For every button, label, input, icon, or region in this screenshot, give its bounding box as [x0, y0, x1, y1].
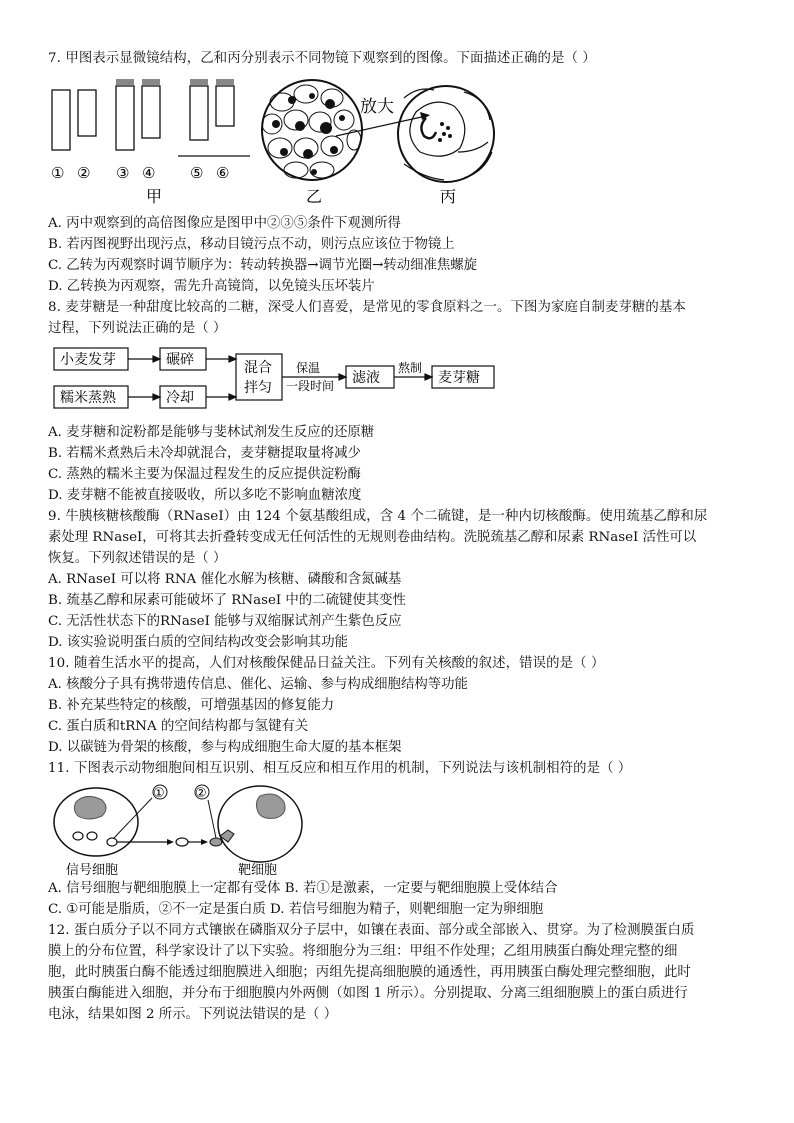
- flow-label-mix-2: 拌匀: [244, 380, 272, 396]
- q8-option-d: D. 麦芽糖不能被直接吸收，所以多吃不影响血糖浓度: [48, 488, 362, 503]
- q12-line-1: 12. 蛋白质分子以不同方式镶嵌在磷脂双分子层中，如镶在表面、部分或全部嵌入、贯穿。为了检测膜蛋白质: [48, 923, 695, 938]
- label-bing: 丙: [440, 187, 457, 206]
- q11-options-ab: A. 信号细胞与靶细胞膜上一定都有受体 B. 若①是激素，一定要与靶细胞膜上受体结合: [48, 881, 558, 896]
- q11-stem: 11. 下图表示动物细胞间相互识别、相互反应和相互作用的机制，下列说法与该机制相符的是（ ）: [48, 761, 632, 776]
- q9-stem-line1: 9. 牛胰核糖核酸酶（RNaseI）由 124 个氨基酸组成，含 4 个二硫键，是一种内切核酸酶。使用巯基乙醇和尿: [48, 509, 708, 524]
- q10-stem: 10. 随着生活水平的提高，人们对核酸保健品日益关注。下列有关核酸的叙述，错误的是（ ）: [48, 656, 605, 671]
- label-n4: ④: [142, 164, 156, 182]
- q12-line-4: 胰蛋白酶能进入细胞，并分布于细胞膜内外两侧（如图 1 所示）。分别提取、分离三组细胞膜上的蛋白质进行: [48, 986, 688, 1001]
- objective-6: [216, 80, 234, 126]
- target-cell-nucleus: [256, 794, 285, 818]
- label-n5: ⑤: [190, 164, 204, 182]
- signal-cell-nucleus: [74, 796, 106, 819]
- q10-option-a: A. 核酸分子具有携带遗传信息、催化、运输、参与构成细胞结构等功能: [48, 677, 468, 692]
- q9-stem-line3: 恢复。下列叙述错误的是（ ）: [48, 551, 227, 566]
- q7-option-a: A. 丙中观察到的高倍图像应是图甲中②③⑤条件下观测所得: [48, 216, 401, 231]
- flow-label-boil: 熬制: [398, 361, 423, 375]
- flow-label-mix-1: 混合: [244, 360, 272, 376]
- q12-line-2: 膜上的分布位置，科学家设计了以下实验。将细胞分为三组：甲组不作处理；乙组用胰蛋白酶处理完整的细: [48, 944, 678, 959]
- q7-figure: [44, 72, 514, 212]
- label-n6: ⑥: [216, 164, 230, 182]
- q10-option-c: C. 蛋白质和tRNA 的空间结构都与氢键有关: [48, 719, 309, 734]
- flow-label-grind: 碾碎: [166, 352, 194, 368]
- label-fangda: 放大: [360, 97, 394, 117]
- q11-options-cd: C. ①可能是脂质，②不一定是蛋白质 D. 若信号细胞为精子，则靶细胞一定为卵细胞: [48, 902, 544, 917]
- objective-4: [142, 80, 160, 138]
- q7-option-c: C. 乙转为丙观察时调节顺序为：转动转换器→调节光圈→转动细准焦螺旋: [48, 258, 478, 273]
- q7-option-d: D. 乙转换为丙观察，需先升高镜筒，以免镜头压坏装片: [48, 279, 375, 294]
- q8-option-a: A. 麦芽糖和淀粉都是能够与斐林试剂发生反应的还原糖: [48, 425, 375, 440]
- view-bing: [398, 86, 494, 182]
- q12-line-3: 胞，此时胰蛋白酶不能透过细胞膜进入细胞；丙组先提高细胞膜的通透性，再用胰蛋白酶处理完整细胞，此时: [48, 965, 691, 980]
- eyepiece-1: [52, 90, 70, 150]
- objective-5: [190, 80, 208, 140]
- label-yi: 乙: [306, 187, 323, 206]
- flow-label-keepwarm: 保温: [296, 361, 321, 375]
- label-n2: ②: [77, 164, 91, 182]
- flow-label-filtrate: 滤液: [352, 370, 380, 386]
- flow-label-rice: 糯米蒸熟: [60, 390, 116, 406]
- label-jia: 甲: [146, 187, 163, 206]
- flow-label-time: 一段时间: [286, 379, 335, 393]
- label-c1: ①: [153, 786, 165, 801]
- view-yi: [262, 80, 362, 180]
- q8-stem-line1: 8. 麦芽糖是一种甜度比较高的二糖，深受人们喜爱，是常见的零食原料之一。下图为家庭自制麦芽糖的基本: [48, 300, 686, 315]
- q8-option-b: B. 若糯米煮熟后未冷却就混合，麦芽糖提取量将减少: [48, 446, 361, 461]
- flow-label-cool: 冷却: [166, 390, 194, 406]
- q8-flowchart: [52, 344, 512, 414]
- q9-option-a: A. RNaseI 可以将 RNA 催化水解为核糖、磷酸和含氮碱基: [48, 572, 402, 587]
- q8-stem-line2: 过程，下列说法正确的是（ ）: [48, 321, 227, 336]
- flow-label-maltose: 麦芽糖: [438, 370, 480, 386]
- label-signal-cell: 信号细胞: [66, 863, 119, 878]
- q9-option-c: C. 无活性状态下的RNaseI 能够与双缩脲试剂产生紫色反应: [48, 614, 402, 629]
- eyepiece-2: [78, 90, 96, 136]
- objective-3: [116, 80, 134, 150]
- q11-figure: [48, 780, 308, 880]
- label-c2: ②: [195, 786, 207, 801]
- q8-option-c: C. 蒸熟的糯米主要为保温过程发生的反应提供淀粉酶: [48, 467, 361, 482]
- q9-option-d: D. 该实验说明蛋白质的空间结构改变会影响其功能: [48, 635, 348, 650]
- q10-option-b: B. 补充某些特定的核酸，可增强基因的修复能力: [48, 698, 335, 713]
- q9-option-b: B. 巯基乙醇和尿素可能破坏了 RNaseI 中的二硫键使其变性: [48, 593, 406, 608]
- flow-label-wheat: 小麦发芽: [60, 352, 116, 368]
- q7-option-b: B. 若丙图视野出现污点，移动目镜污点不动，则污点应该位于物镜上: [48, 237, 455, 252]
- label-target-cell: 靶细胞: [238, 863, 278, 878]
- q12-line-5: 电泳，结果如图 2 所示。下列说法错误的是（ ）: [48, 1007, 338, 1022]
- q9-stem-line2: 素处理 RNaseI，可将其去折叠转变成无任何活性的无规则卷曲结构。洗脱巯基乙醇和尿素 RNaseI 活性可以: [48, 530, 697, 545]
- signal-molecule: [176, 838, 188, 846]
- label-n3: ③: [116, 164, 130, 182]
- q7-stem: 7. 甲图表示显微镜结构，乙和丙分别表示不同物镜下观察到的图像。下面描述正确的是（ ）: [48, 51, 596, 66]
- label-n1: ①: [51, 164, 65, 182]
- q10-option-d: D. 以碳链为骨架的核酸，参与构成细胞生命大厦的基本框架: [48, 740, 402, 755]
